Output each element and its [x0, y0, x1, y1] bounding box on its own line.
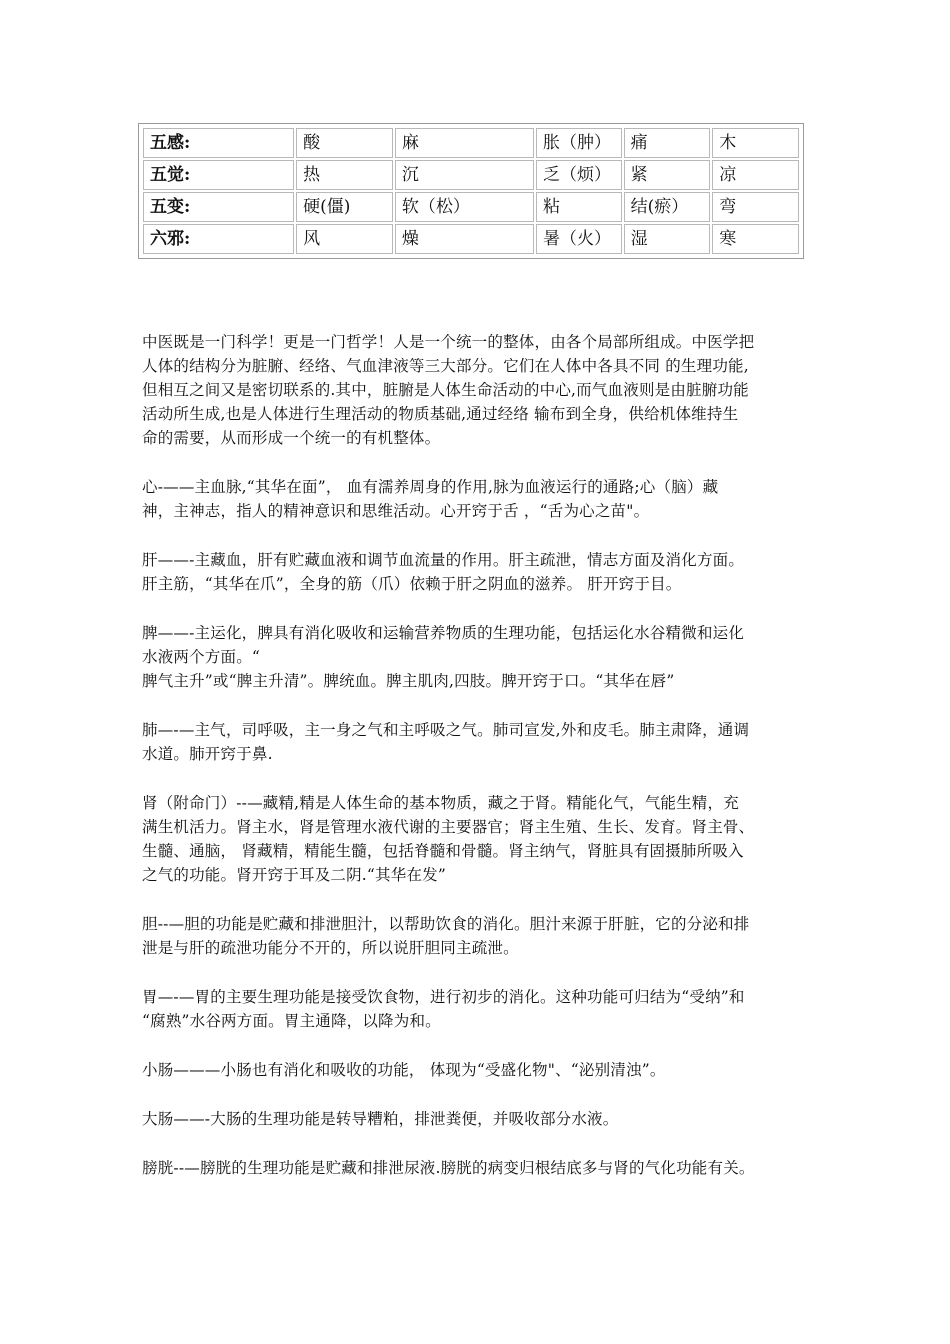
table-row	[143, 160, 799, 190]
table-cell: 乏（烦）	[536, 160, 622, 190]
table-row	[143, 128, 799, 158]
text-line: 水液两个方面。“	[142, 648, 261, 666]
text-line: 中医既是一门科学！更是一门哲学！人是一个统一的整体，由各个局部所组成。中医学把	[142, 333, 755, 351]
small-intestine-paragraph	[142, 1058, 807, 1082]
lung-paragraph	[142, 718, 807, 766]
table-cell: 结(瘀）	[624, 192, 711, 222]
body-text	[142, 330, 807, 1205]
text-line: 脾——-主运化，脾具有消化吸收和运输营养物质的生理功能，包括运化水谷精微和运化	[142, 624, 745, 642]
table-cell: 硬(僵)	[296, 192, 393, 222]
heart-paragraph	[142, 475, 807, 523]
text-line: 肺—-—主气，司呼吸，主一身之气和主呼吸之气。肺司宣发,外和皮毛。肺主肃降，通调	[142, 721, 750, 739]
text-line: 小肠———小肠也有消化和吸收的功能， 体现为“受盛化物"、“泌别清浊”。	[142, 1061, 666, 1079]
spleen-paragraph	[142, 621, 807, 693]
text-line: 肝——-主藏血，肝有贮藏血液和调节血流量的作用。肝主疏泄，情志方面及消化方面。	[142, 551, 745, 569]
text-line: 胆--—胆的功能是贮藏和排泄胆汁，以帮助饮食的消化。胆汁来源于肝脏，它的分泌和排	[142, 915, 750, 933]
text-line: 之气的功能。肾开窍于耳及二阴.“其华在发”	[142, 866, 446, 884]
row-header: 五觉:	[143, 160, 294, 190]
table-cell: 粘	[536, 192, 622, 222]
text-line: 泄是与肝的疏泄功能分不开的，所以说肝胆同主疏泄。	[142, 939, 519, 957]
row-header: 五感:	[143, 128, 294, 158]
text-line: 人体的结构分为脏腑、经络、气血津液等三大部分。它们在人体中各具不同 的生理功能,	[142, 357, 749, 375]
liver-paragraph	[142, 548, 807, 596]
five-categories-table	[138, 123, 804, 259]
table-cell: 软（松）	[395, 192, 534, 222]
text-line: 神，主神志，指人的精神意识和思维活动。心开窍于舌 ，“舌为心之苗"。	[142, 502, 650, 520]
table-cell: 热	[296, 160, 393, 190]
large-intestine-paragraph	[142, 1107, 807, 1131]
text-line: 脾气主升”或“脾主升清”。脾统血。脾主肌肉,四肢。脾开窍于口。“其华在唇”	[142, 672, 675, 690]
text-line: 活动所生成,也是人体进行生理活动的物质基础,通过经络 输布到全身，供给机体维持生	[142, 405, 739, 423]
intro-paragraph	[142, 330, 807, 450]
five-categories-grid	[141, 126, 801, 256]
table-cell: 燥	[395, 224, 534, 254]
text-line: 肝主筋，“其华在爪”，全身的筋（爪）依赖于肝之阴血的滋养。 肝开窍于目。	[142, 575, 682, 593]
table-cell: 凉	[712, 160, 799, 190]
text-line: 但相互之间又是密切联系的.其中，脏腑是人体生命活动的中心,而气血液则是由脏腑功能	[142, 381, 749, 399]
text-line: 命的需要，从而形成一个统一的有机整体。	[142, 429, 441, 447]
table-cell: 麻	[395, 128, 534, 158]
text-line: 胃—-—胃的主要生理功能是接受饮食物，进行初步的消化。这种功能可归结为“受纳”和	[142, 988, 745, 1006]
table-cell: 紧	[624, 160, 711, 190]
table-cell: 弯	[712, 192, 799, 222]
table-cell: 酸	[296, 128, 393, 158]
text-line: 大肠——-大肠的生理功能是转导糟粕，排泄粪便，并吸收部分水液。	[142, 1110, 619, 1128]
text-line: 水道。肺开窍于鼻.	[142, 745, 273, 763]
gallbladder-paragraph	[142, 912, 807, 960]
table-cell: 暑（火）	[536, 224, 622, 254]
table-row	[143, 192, 799, 222]
text-line: 膀胱--—膀胱的生理功能是贮藏和排泄尿液.膀胱的病变归根结底多与肾的气化功能有关。	[142, 1159, 755, 1177]
table-cell: 木	[712, 128, 799, 158]
text-line: 心-——主血脉,“其华在面”， 血有濡养周身的作用,脉为血液运行的通路;心（脑）藏	[142, 478, 719, 496]
row-header: 六邪:	[143, 224, 294, 254]
table-cell: 胀（肿）	[536, 128, 622, 158]
row-header: 五变:	[143, 192, 294, 222]
table-cell: 湿	[624, 224, 711, 254]
bladder-paragraph	[142, 1156, 807, 1180]
stomach-paragraph	[142, 985, 807, 1033]
table-cell: 痛	[624, 128, 711, 158]
text-line: 肾（附命门）--—藏精,精是人体生命的基本物质，藏之于肾。精能化气，气能生精，充	[142, 794, 739, 812]
table-cell: 沉	[395, 160, 534, 190]
kidney-paragraph	[142, 791, 807, 887]
table-row	[143, 224, 799, 254]
text-line: 满生机活力。肾主水，肾是管理水液代谢的主要器官；肾主生殖、生长、发育。肾主骨、	[142, 818, 755, 836]
table-cell: 寒	[712, 224, 799, 254]
text-line: “腐熟”水谷两方面。胃主通降，以降为和。	[142, 1012, 441, 1030]
text-line: 生髓、通脑， 肾藏精，精能生髓，包括脊髓和骨髓。肾主纳气，肾脏具有固摄肺所吸入	[142, 842, 744, 860]
table-cell: 风	[296, 224, 393, 254]
